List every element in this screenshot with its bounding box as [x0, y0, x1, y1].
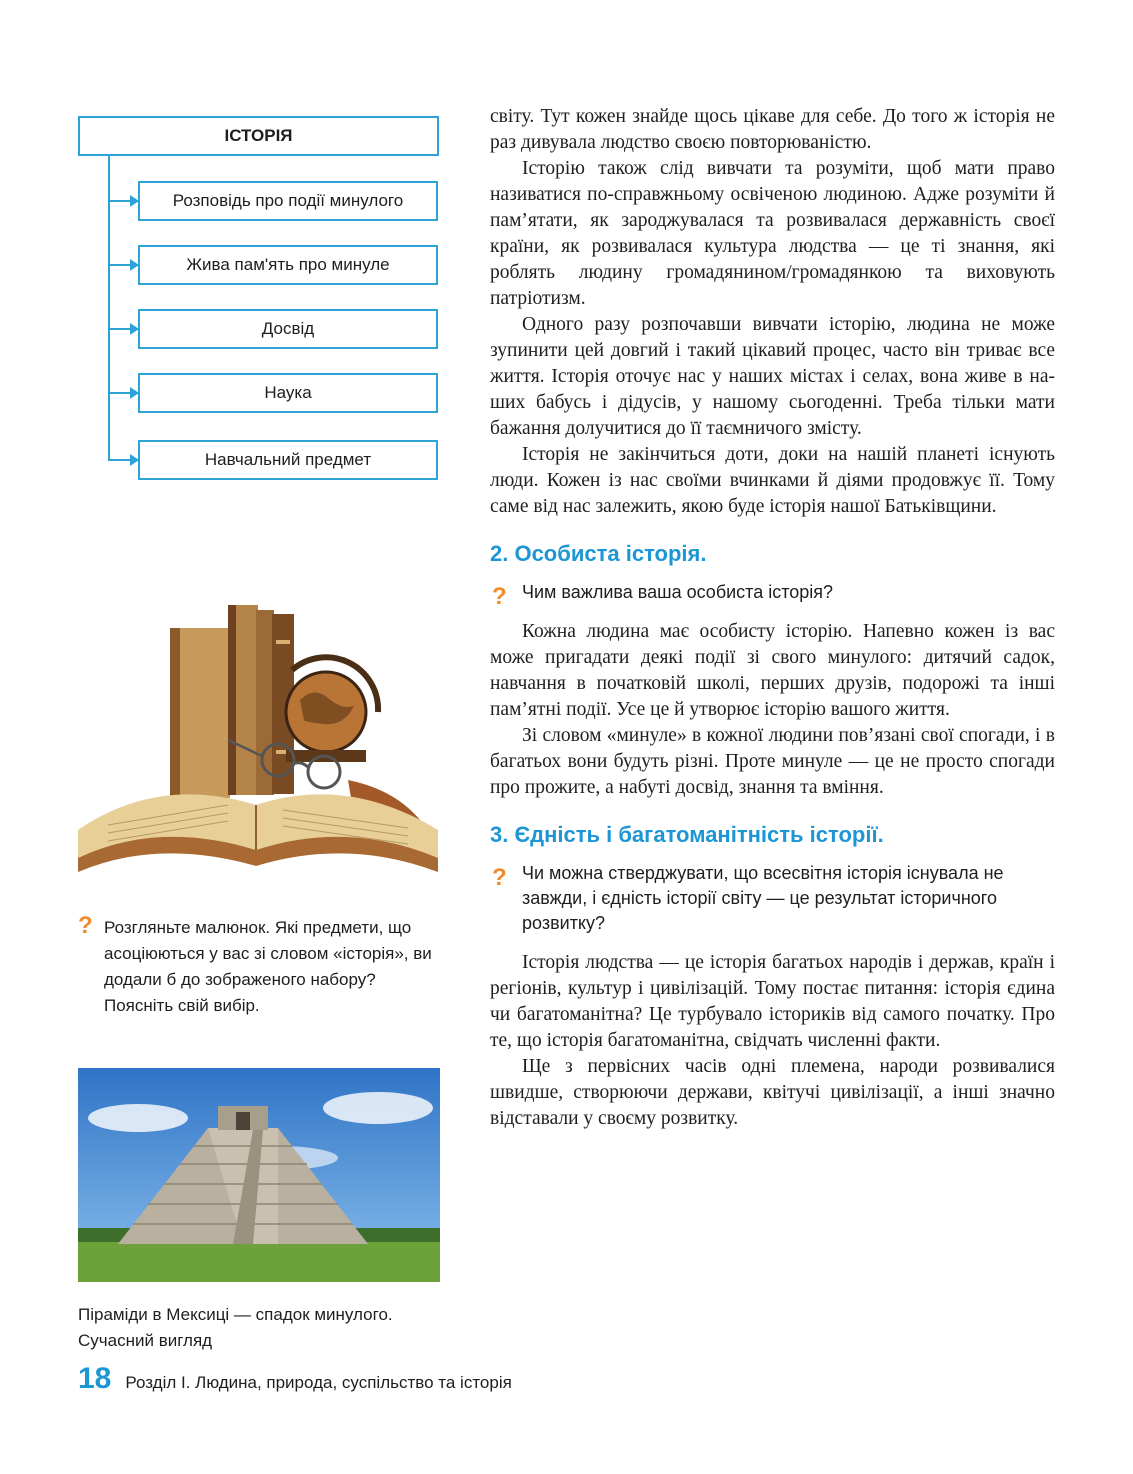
books-question-text: Розгляньте малюнок. Які предмети, що асоціюються у вас зі словом «історія», ви додали б до зображеного набору? Поясніть свій вибір.: [104, 918, 432, 1015]
diagram-item: Навчальний предмет: [138, 440, 438, 480]
diagram-item: Розповідь про події минулого: [138, 181, 438, 221]
question-mark-icon: ?: [492, 864, 507, 891]
pyramid-icon: [78, 1068, 440, 1282]
paragraph: Історія людства — це історія багатьох народів і держав, країн і регіонів, культур і цивілізацій. Тому постає питання: історія єдина чи багатоманітна? Це турбувало істориків від самого початку. Про те, що історія багатоманітна, свідчать численні факти.: [490, 952, 1055, 1051]
page-number: 18: [78, 1362, 112, 1395]
question-text: Чи можна стверджувати, що всесвітня історія існувала не завжди, і єдність історії світу — це результат історичного розвитку?: [522, 863, 1004, 933]
diagram-item: Жива пам'ять про минуле: [138, 245, 438, 285]
paragraph: Історія не закінчиться доти, доки на нашій планеті існують люди. Кожен із нас своїми вчинками й діями продовжує її. Тому саме від нас залежить, якою буде історія нашої Батьківщини.: [490, 444, 1055, 517]
books-globe-illustration: [78, 600, 438, 888]
section-heading-unity-diversity: 3. Єдність і багатоманітність історії.: [490, 822, 884, 847]
question-mark-icon: ?: [78, 912, 93, 939]
paragraph: Історію також слід вивчати та розуміти, щоб мати право називатися по-справжньому освіченою людиною. Адже розуміти й пам’ятати, як зароджувалася та розвивалася державність своєї країни, як розвивалася культура людства — це ті знання, які роблять людину громадянином/громадянкою та виховують патріотизм.: [490, 158, 1055, 309]
section-question: [490, 580, 1055, 610]
paragraph: Зі словом «минуле» в кожної людини пов’язані свої спогади, і в багатьох вони будуть різні. Проте минуле — це не просто спогади про прожите, а набуті досвід, знання та вміння.: [490, 725, 1055, 798]
page-footer: [78, 1362, 512, 1396]
diagram-item: Досвід: [138, 309, 438, 349]
question-mark-icon: ?: [492, 583, 507, 610]
books-question-caption: [78, 912, 448, 1019]
paragraph: Одного разу розпочавши вивчати історію, людина не може зупинити цей довгий і такий цікавий процес, часто він триває все життя. Історія оточує нас у наших містах і селах, вона живе в наших бабусь і дідусів, у нашому сьогоденні. Треба тільки мати бажання долучитися до її таємничого змісту.: [490, 314, 1055, 439]
diagram-item: Наука: [138, 373, 438, 413]
section-question: [490, 861, 1055, 936]
paragraph: Кожна людина має особисту історію. Напевно кожен із вас може пригадати деякі події зі свого минулого: дитячий садок, навчання в початковій школі, перших друзів, подорожі та інші пам’ятні події. Усе це й утворює історію вашого життя.: [490, 621, 1055, 720]
pyramid-photo: [78, 1068, 440, 1282]
paragraph: світу. Тут кожен знайде щось цікаве для себе. До того ж історія не раз дивувала людство своєю повторюваністю.: [490, 106, 1055, 153]
history-diagram: [78, 116, 440, 486]
pyramid-caption: Піраміди в Мексиці — спадок минулого. Сучасний вигляд: [78, 1305, 393, 1350]
question-text: Чим важлива ваша особиста історія?: [522, 582, 834, 602]
paragraph: Ще з первісних часів одні племена, народи розвивалися швидше, створюючи держави, квітучі цивілізації, а інші значно відставали у своєму розвитку.: [490, 1056, 1055, 1129]
chapter-title: Розділ І. Людина, природа, суспільство та історія: [125, 1373, 512, 1392]
main-text-column: [490, 104, 1055, 1132]
books-icon: [78, 600, 438, 888]
section-heading-personal-history: 2. Особиста історія.: [490, 541, 707, 566]
diagram-title: ІСТОРІЯ: [78, 116, 439, 156]
